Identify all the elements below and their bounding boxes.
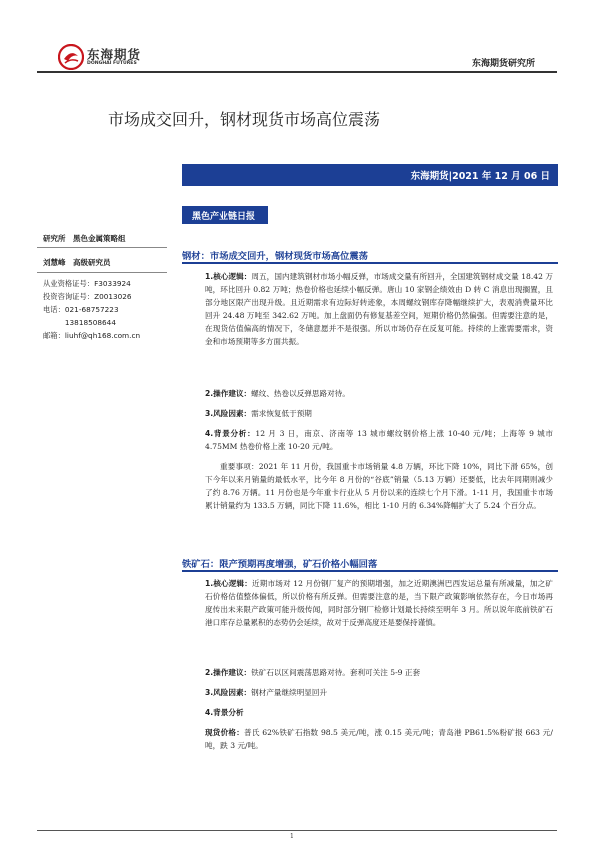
label: 3.风险因素： — [205, 409, 252, 418]
steel-background — [205, 427, 553, 453]
section-heading-ore: 铁矿石：限产预期再度增强，矿石价格小幅回落 — [182, 559, 378, 570]
date-banner — [182, 164, 558, 186]
body-text: 钢材产量继续明显回升 — [251, 688, 328, 697]
section-heading-steel: 钢材：市场成交回升，钢材现货市场高位震荡 — [182, 251, 368, 262]
company-logo — [58, 44, 218, 72]
ore-background — [205, 706, 553, 719]
steel-risk — [205, 407, 553, 420]
left-divider — [37, 247, 167, 248]
ore-risk — [205, 686, 553, 699]
body-text: 螺纹、热卷以反弹思路对待。 — [251, 389, 350, 398]
page-number: 1 — [290, 833, 294, 840]
steel-suggestion — [205, 387, 553, 400]
mobile: 13818508644 — [43, 318, 116, 327]
body-text: 近期市场对 12 月份钢厂复产的预期增强，加之近期澳洲巴西发运总量有所减量，加之矿石价格估值整体偏低，所以价格有所反弹。但需要注意的是，当下限产政策影响依然存在，今日市场再度传出未来限产政策可能升级传闻，同时部分钢厂检修计划最长持续至明年 3 月。所以说年底前铁矿石港口库存总量累积的态势仍会延续，故对于反弹高度还是要保持谨慎。 — [205, 579, 553, 627]
steel-important-events: 重要事项：2021 年 11 月份，我国重卡市场销量 4.8 万辆，环比下降 10%，同比下滑 65%，创下今年以来月销量的最低水平，比今年 8 月份的“谷底”销量（5.13 万辆）还要低，比去年同期则减少了约 8.76 万辆。11 月份也是今年重卡行业从 5 月份以来的连续七个月下滑。1-11 月，我国重卡市场累计销量约为 133.5 万辆，同比下降 11.6%，相比 1-10 月的 6.34%降幅扩大了 5.24 个百分点。 — [205, 462, 553, 510]
body-text: 普氏 62%铁矿石指数 98.5 美元/吨，涨 0.15 美元/吨；青岛港 PB61.5%粉矿报 663 元/吨，跌 3 元/吨。 — [205, 728, 553, 750]
section-divider — [182, 570, 558, 572]
ore-core-logic — [205, 577, 553, 629]
body-text: 需求恢复低于预期 — [251, 409, 312, 418]
donghai-logo-icon — [58, 44, 84, 70]
report-date: 东海期货|2021 年 12 月 06 日 — [410, 171, 550, 182]
label: 4.背景分析 — [205, 708, 244, 717]
section-divider — [182, 262, 558, 264]
label: 1.核心逻辑： — [205, 272, 252, 281]
steel-core-logic — [205, 270, 553, 348]
body-text: 铁矿石以区间震荡思路对待。套利可关注 5-9 正套 — [251, 668, 421, 677]
label: 现货价格： — [205, 728, 245, 737]
label: 2.操作建议： — [205, 668, 252, 677]
ore-suggestion — [205, 666, 553, 679]
logo-text-en: DONGHAI FUTURES — [87, 61, 137, 66]
header-org: 东海期货研究所 — [471, 59, 535, 69]
logo-text-cn: 东海期货 — [87, 47, 142, 62]
phone: 电话：021-68757223 — [43, 305, 119, 314]
email-link[interactable]: 邮箱：liuhf@qh168.com.cn — [43, 331, 141, 340]
department: 研究所 黑色金属策略组 — [43, 234, 126, 243]
consulting-number: 投资咨询证号：Z0013026 — [43, 292, 132, 301]
report-title: 市场成交回升，钢材现货市场高位震荡 — [108, 110, 381, 129]
label: 4.背景分析： — [205, 429, 256, 438]
left-divider — [37, 272, 167, 273]
analyst-name: 刘慧峰 高级研究员 — [43, 258, 111, 267]
ore-spot-price — [205, 726, 553, 752]
label: 3.风险因素： — [205, 688, 252, 697]
label: 1.核心逻辑： — [205, 579, 253, 588]
body-text: 周五，国内建筑钢材市场小幅反弹，市场成交量有所回升，全国建筑钢材成交量 18.42 万吨，环比回升 0.82 万吨；热卷价格也延续小幅反弹。唐山 10 家钢企绩效由 D 转 C 消息出现搁置，且部分地区限产出现升级。且近期需求有边际好转迹象，本周螺纹钢库存降幅继续扩大，表观消费量环比回升 24.48 万吨至 342.62 万吨。加上盘面仍有修复基差空间，短期价格仍然偏强。但需要注意的是，在现货估值偏高的情况下，冬储意愿并不是很强。所以市场仍存在反复可能。持续的上涨需要需求，资金和市场预期等多方面共振。 — [205, 272, 553, 346]
report-type-tag — [182, 206, 268, 224]
label: 2.操作建议： — [205, 389, 252, 398]
body-text: 12 月 3 日，南京、济南等 13 城市螺纹钢价格上涨 10-40 元/吨；上海等 9 城市 4.75MM 热卷价格上涨 10-20 元/吨。 — [205, 429, 553, 451]
report-type-label: 黑色产业链日报 — [192, 212, 256, 222]
footer-divider — [37, 830, 557, 831]
header-divider — [37, 71, 557, 73]
qualification-number: 从业资格证号：F3033924 — [43, 279, 131, 288]
